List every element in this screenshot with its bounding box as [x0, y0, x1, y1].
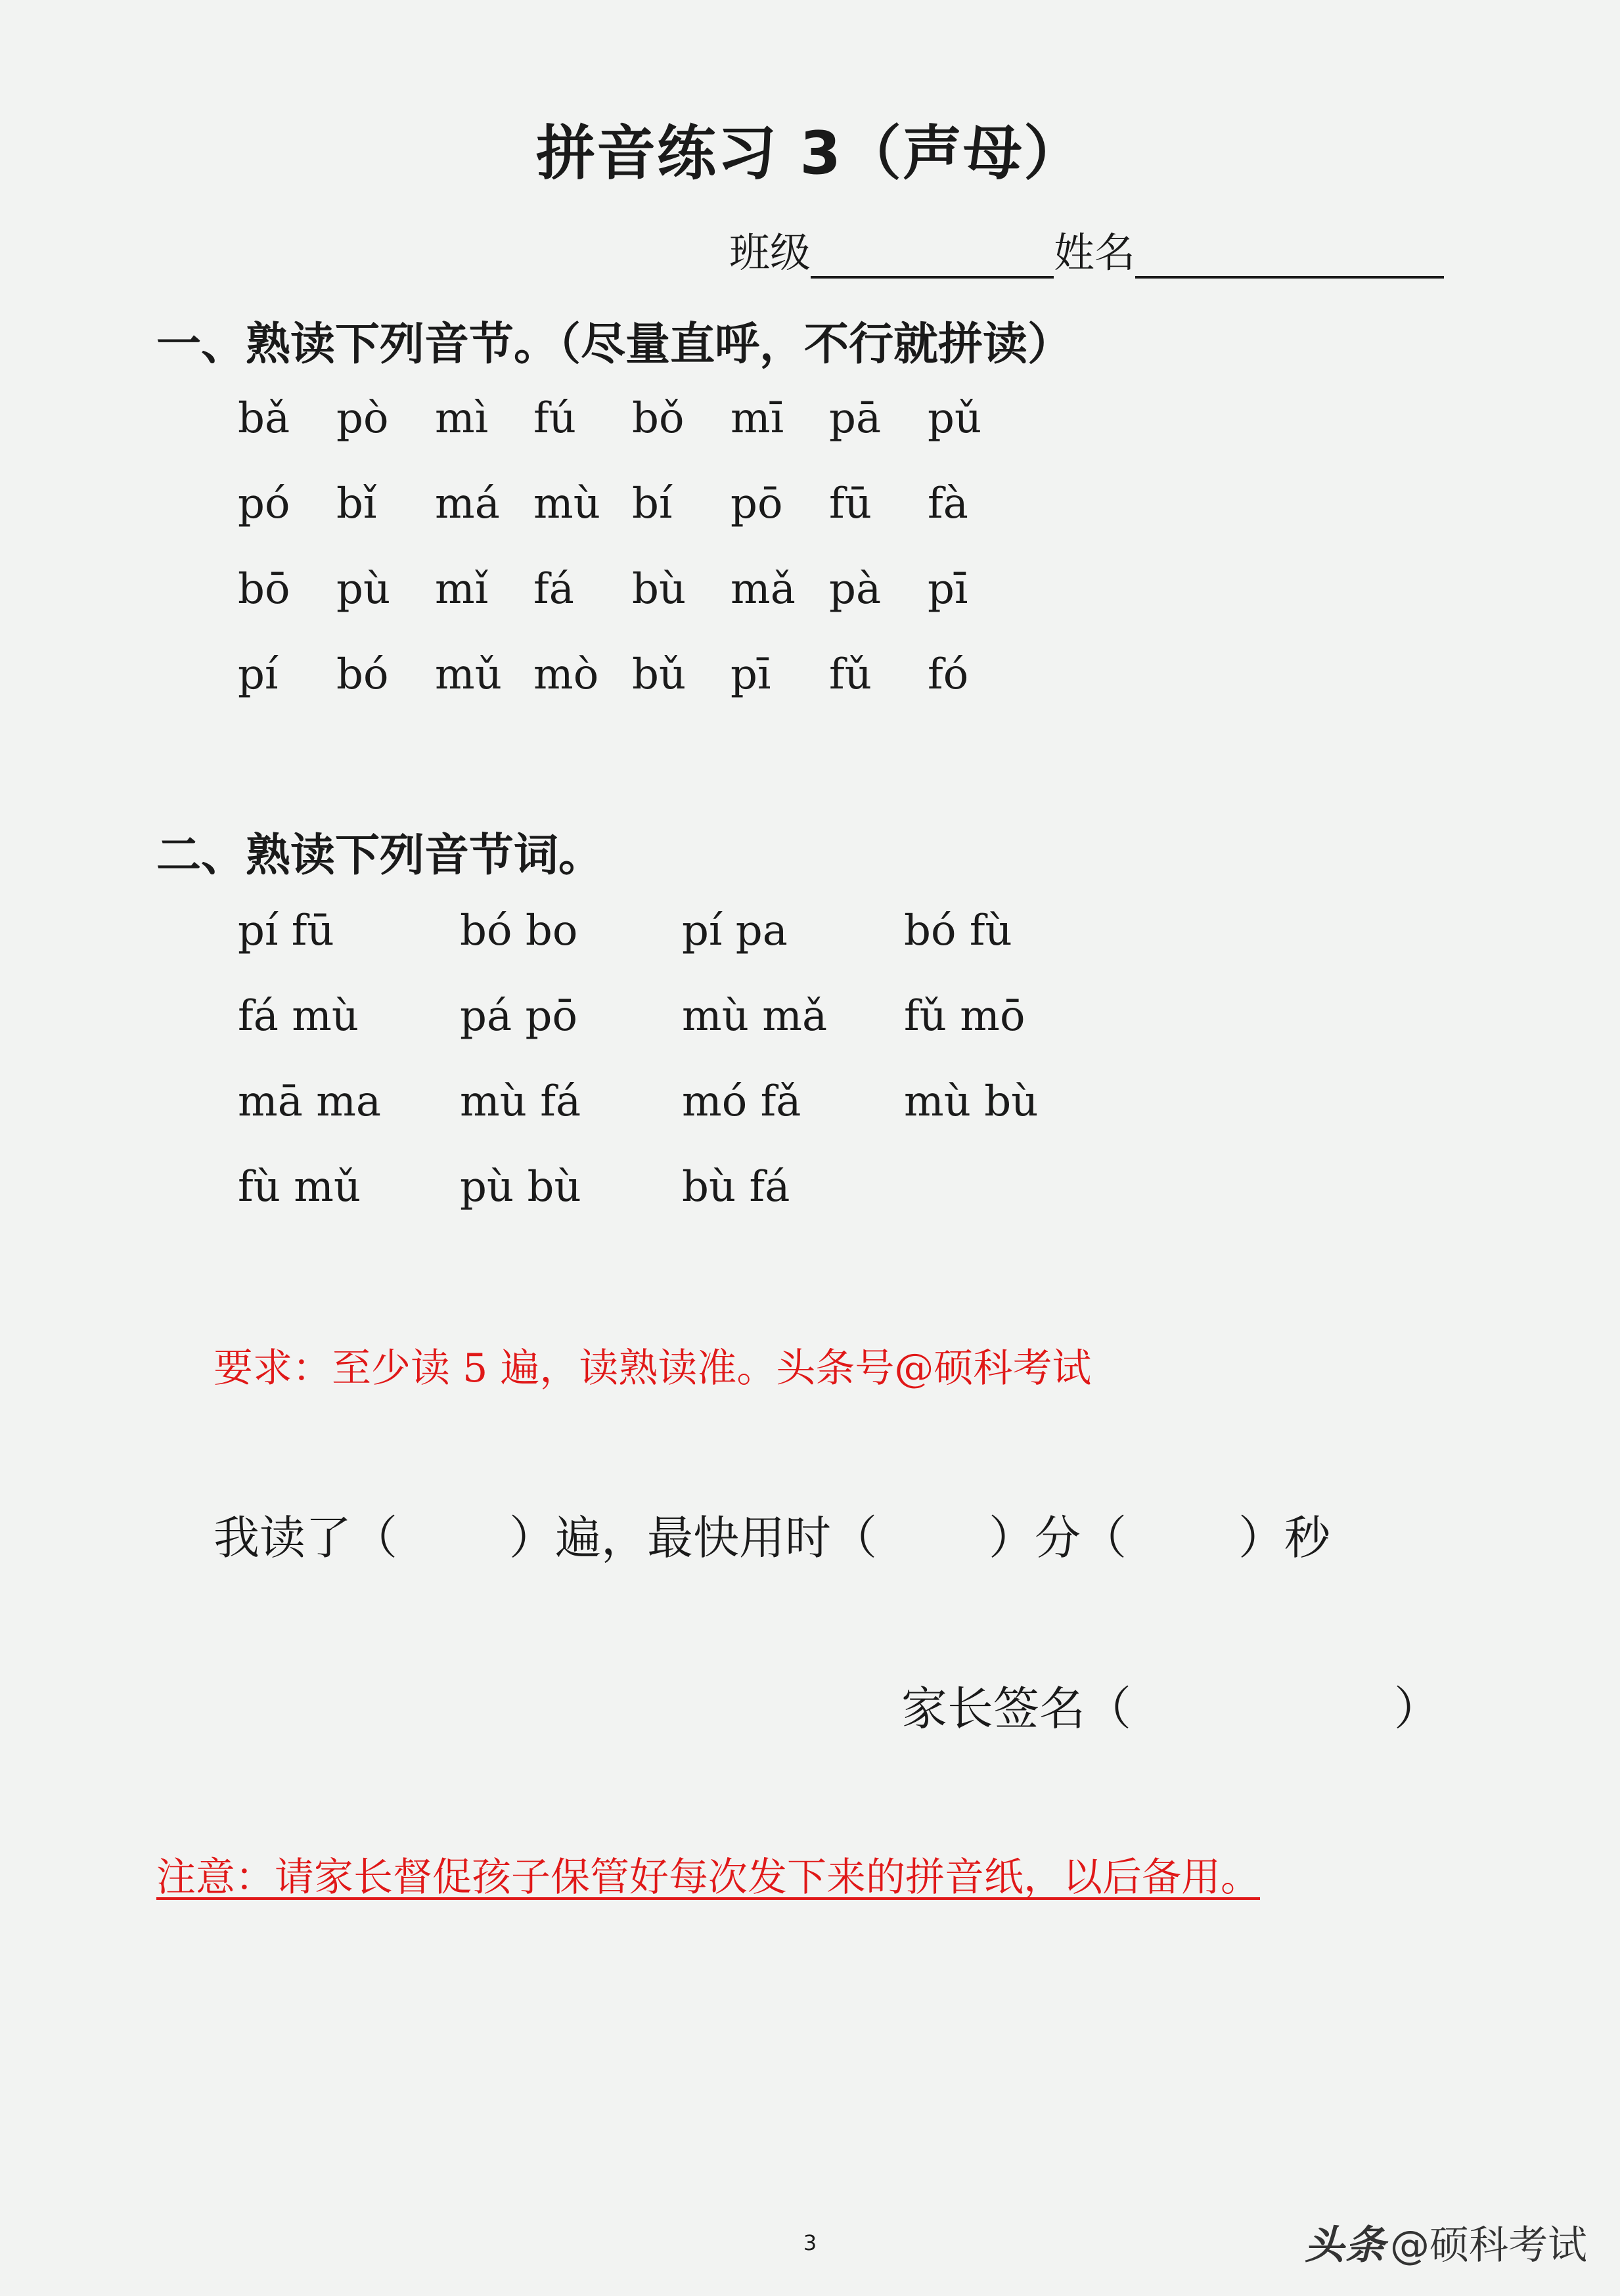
word: fù mǔ [238, 1163, 361, 1211]
watermark [1305, 2214, 1587, 2270]
syllable: bù [632, 565, 686, 614]
word: pù bù [460, 1163, 581, 1211]
watermark-brand: 头条 [1305, 2222, 1386, 2268]
syllable: fū [829, 480, 872, 528]
watermark-handle: @硕科考试 [1390, 2222, 1587, 2268]
syllable: pó [238, 480, 290, 528]
parent-signature-close: ） [1394, 1682, 1440, 1736]
syllable-row [238, 480, 1026, 565]
word: mù fá [460, 1077, 581, 1126]
word-row [238, 907, 1126, 992]
syllable: fá [533, 565, 574, 614]
class-blank[interactable] [811, 230, 1054, 279]
word: bù fá [682, 1163, 790, 1211]
syllable: bǎ [238, 394, 290, 443]
name-label: 姓名 [1054, 229, 1136, 277]
syllable: fà [928, 480, 968, 528]
syllable: mò [533, 650, 599, 699]
word: pá pō [460, 992, 577, 1041]
syllable: mǔ [435, 650, 502, 699]
word: mù mǎ [682, 992, 828, 1041]
page-number: 3 [803, 2230, 817, 2255]
syllable-row [238, 394, 1026, 480]
syllable: bí [632, 480, 673, 528]
notice-text: 注意：请家长督促孩子保管好每次发下来的拼音纸，以后备用。 [156, 1855, 1260, 1901]
word: fǔ mō [904, 992, 1025, 1041]
syllable: pà [829, 565, 882, 614]
word: fá mù [238, 992, 359, 1041]
parent-signature-label: 家长签名（ [901, 1682, 1131, 1736]
word: bó fù [904, 907, 1012, 955]
syllable: pò [336, 394, 389, 443]
syllable: mǎ [731, 565, 796, 614]
seconds-label: ）秒 [1238, 1511, 1330, 1565]
syllable: pǔ [928, 394, 982, 443]
minutes-label: ）分（ [989, 1511, 1127, 1565]
syllable: mǐ [435, 565, 489, 614]
page-title: 拼音练习 3（声母） [536, 119, 1084, 188]
word-row [238, 1077, 1126, 1163]
syllable: bǐ [336, 480, 377, 528]
fastest-time-label: ）遍，最快用时（ [509, 1511, 877, 1565]
syllable: pō [731, 480, 783, 528]
word: pí pa [682, 907, 788, 955]
section2-heading: 二、熟读下列音节词。 [156, 830, 604, 882]
syllable: pù [336, 565, 391, 614]
word-row [238, 992, 1126, 1077]
syllable: má [435, 480, 500, 528]
syllable: mī [731, 394, 784, 443]
reading-record-line [214, 1501, 1330, 1567]
syllable: pī [731, 650, 771, 699]
syllable: mì [435, 394, 489, 443]
word: mó fǎ [682, 1077, 801, 1126]
section1-heading: 一、熟读下列音节。（尽量直呼，不行就拼读） [156, 319, 1073, 371]
syllable: bó [336, 650, 389, 699]
class-label: 班级 [729, 229, 811, 277]
word: bó bo [460, 907, 578, 955]
syllable: bǒ [632, 394, 685, 443]
syllable: fǔ [829, 650, 872, 699]
syllable-row [238, 650, 1026, 736]
syllable: fó [928, 650, 969, 699]
parent-signature-line [901, 1672, 1440, 1738]
requirement-text: 要求：至少读 5 遍，读熟读准。头条号@硕科考试 [214, 1345, 1092, 1391]
syllable: mù [533, 480, 600, 528]
word-grid [238, 907, 1126, 1248]
syllable: bō [238, 565, 290, 614]
class-name-line [729, 220, 1444, 279]
syllable: pī [928, 565, 968, 614]
syllable: pí [238, 650, 279, 699]
word: pí fū [238, 907, 334, 955]
syllable: pā [829, 394, 882, 443]
syllable-row [238, 565, 1026, 650]
word: mù bù [904, 1077, 1039, 1126]
name-blank[interactable] [1135, 230, 1444, 279]
word: mā ma [238, 1077, 382, 1126]
syllable: bǔ [632, 650, 686, 699]
syllable-grid [238, 394, 1026, 736]
read-count-label: 我读了（ [214, 1511, 397, 1565]
word-row [238, 1163, 1126, 1248]
syllable: fú [533, 394, 576, 443]
